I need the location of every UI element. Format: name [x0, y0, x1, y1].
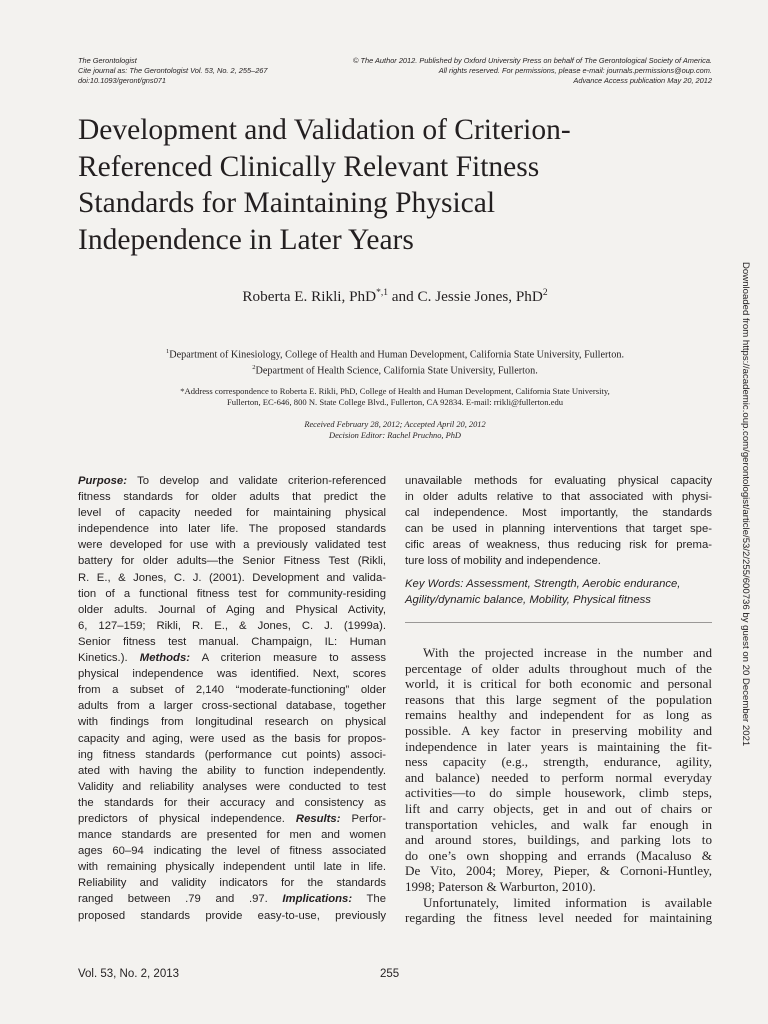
abstract-text: predictors of physical independence. — [78, 812, 296, 825]
abstract-text: The — [352, 893, 386, 906]
copyright-block — [312, 56, 712, 85]
body-line: possible. A key factor in preserving mobility and — [405, 722, 712, 738]
body-line: and around stores, buildings, and parking lots to — [405, 832, 712, 848]
body-line: reasons that this large segment of the population — [405, 691, 712, 707]
abstract-line: with findings from longitudinal research on physical — [78, 716, 386, 729]
abstract-line: mance standards are presented for men and women — [78, 829, 386, 842]
affiliation-text: Department of Kinesiology, College of Health and Human Development, California State University, Fullerton. — [169, 349, 624, 361]
keywords-line: Key Words: Assessment, Strength, Aerobic endurance, — [405, 578, 681, 590]
author-conjunction: and — [388, 288, 418, 306]
results-label: Results: — [295, 812, 341, 825]
affiliation-mark: 2 — [252, 364, 256, 372]
correspondence-line: *Address correspondence to Roberta E. Rikli, PhD, College of Health and Human Development, California State University, — [180, 386, 610, 396]
author-list — [0, 288, 768, 306]
abstract-line: from a subset of 2,140 “moderate-functioning” older — [78, 684, 386, 697]
abstract-line: older adults. Journal of Aging and Physical Activity, — [78, 603, 386, 616]
footer-volume: Vol. 53, No. 2, 2013 — [78, 968, 180, 980]
abstract-text: Perfor- — [340, 812, 386, 825]
body-line: 1998; Paterson & Warburton, 2010). — [405, 878, 596, 894]
body-line: do one’s own shopping and errands (Macaluso & — [405, 847, 712, 863]
title-line: Development and Validation of Criterion- — [78, 114, 571, 146]
affiliation-line — [0, 345, 768, 361]
abstract-line: ture loss of mobility and independence. — [405, 555, 601, 568]
abstract-line: R. E., & Jones, C. J. (2001). Development and valida- — [78, 571, 386, 584]
body-line: and balance) needed to perform normal everyday — [405, 769, 712, 785]
abstract-line: proposed standards provide easy-to-use, previously — [78, 909, 386, 922]
correspondence-line: Fullerton, EC-646, 800 N. State College Blvd., Fullerton, CA 92834. E-mail: rrikli@fullerton.edu — [226, 397, 564, 407]
received-accepted-line: Received February 28, 2012; Accepted April 20, 2012 — [304, 420, 486, 429]
body-line: independence in later years is maintaining the fit- — [405, 738, 712, 754]
decision-editor-line: Decision Editor: Rachel Pruchno, PhD — [329, 430, 461, 440]
title-line: Referenced Clinically Relevant Fitness — [78, 150, 540, 183]
body-line: remains healthy and independent for as long as — [405, 707, 712, 723]
author-affiliation-mark: 2 — [542, 288, 548, 298]
download-watermark-text: Downloaded from https://academic.oup.com/gerontologist/article/53/2/255/600736 by guest on 20 December 2021 — [740, 262, 751, 747]
journal-citation-block — [78, 56, 268, 85]
abstract-line: can be used in planning interventions that target spe- — [405, 523, 712, 536]
title-line: Independence in Later Years — [78, 223, 414, 256]
body-line: lift and carry objects, get in and out of chairs or — [405, 800, 712, 816]
keywords-line: Agility/dynamic balance, Mobility, Physical fitness — [405, 594, 651, 607]
affiliations — [0, 345, 768, 378]
abstract-line: with remaining physically independent until late in life. — [78, 861, 386, 874]
abstract-text: A criterion measure to assess — [190, 652, 386, 665]
abstract-line: cal independence. Most importantly, the standards — [405, 507, 712, 520]
author-affiliation-mark: *,1 — [376, 288, 388, 298]
abstract-line: ing fitness standards (performance cut points) associ- — [78, 748, 386, 761]
body-line: ness capacity (e.g., strength, endurance, agility, — [405, 754, 712, 770]
affiliation-text: Department of Health Science, California State University, Fullerton. — [255, 365, 538, 377]
affiliation-line — [0, 361, 768, 377]
body-line: activities—to do simple housework, climb steps, — [405, 785, 712, 801]
body-text — [405, 645, 712, 926]
abstract-line: cific areas of weakness, thus reducing risk for prema- — [405, 539, 712, 552]
abstract-line: ages 60–94 indicating the level of fitness associated — [78, 845, 386, 858]
abstract-line: Senior fitness test manual. Champaign, IL: Human — [78, 635, 386, 648]
abstract-right-column — [405, 473, 712, 570]
abstract-line: tion of a functional fitness test for community-residing — [78, 587, 386, 600]
abstract-line: in older adults relative to that associated with physi- — [405, 491, 712, 504]
cite-line: Cite journal as: The Gerontologist Vol. 53, No. 2, 255–267 — [78, 65, 268, 75]
download-watermark — [738, 262, 752, 822]
body-line: world, it is critical for both economic and personal — [405, 676, 712, 692]
copyright-line: © The Author 2012. Published by Oxford University Press on behalf of The Gerontological Society of America. — [352, 56, 712, 65]
abstract-line: battery for older adults—the Senior Fitness Test (Rikli, — [78, 555, 386, 568]
body-line: With the projected increase in the number and — [423, 645, 712, 660]
abstract-left-column — [78, 473, 386, 924]
abstract-line: physical independence was identified. Next, scores — [78, 668, 386, 681]
purpose-label: Purpose: — [78, 475, 127, 487]
body-line: transportation vehicles, and walk far enough in — [405, 816, 712, 832]
submission-dates — [0, 420, 768, 441]
article-title — [78, 112, 678, 258]
methods-label: Methods: — [139, 652, 190, 665]
abstract-text: To develop and validate criterion-referenced — [126, 475, 386, 487]
permissions-line: All rights reserved. For permissions, please e-mail: journals.permissions@oup.com. — [438, 65, 712, 75]
abstract-line: unavailable methods for evaluating physical capacity — [405, 475, 712, 487]
body-line: percentage of older adults throughout much of the — [405, 660, 712, 676]
author-name: C. Jessie Jones, PhD — [417, 288, 543, 306]
journal-name: The Gerontologist — [78, 56, 137, 65]
section-divider — [405, 622, 712, 623]
body-line: regarding the fitness level needed for maintaining — [405, 910, 712, 926]
correspondence-note — [0, 386, 768, 408]
abstract-line: were developed for use with a previously validated test — [78, 539, 386, 552]
abstract-line: Validity and reliability analyses were conducted to test — [78, 780, 386, 793]
title-line: Standards for Maintaining Physical — [78, 187, 496, 219]
advance-access-line: Advance Access publication May 20, 2012 — [573, 75, 712, 85]
abstract-line: the standards for their accuracy and consistency as — [78, 796, 386, 809]
abstract-line: capacity and aging, were used as the basis for propos- — [78, 732, 386, 745]
abstract-line: ated with having the ability to function independently. — [78, 764, 386, 777]
abstract-line: adults from a larger cross-sectional database, together — [78, 700, 386, 713]
abstract-line: fitness standards for older adults that predict the — [78, 491, 386, 504]
page-number: 255 — [380, 968, 400, 980]
abstract-line: level of capacity needed for maintaining physical — [78, 507, 386, 520]
body-line: Unfortunately, limited information is available — [423, 894, 712, 910]
abstract-text: Kinetics.). — [78, 652, 140, 665]
abstract-line: 6, 127–159; Rikli, R. E., & Jones, C. J. (1999a). — [78, 619, 386, 632]
affiliation-mark: 1 — [166, 348, 170, 355]
doi-line: doi:10.1093/geront/gns071 — [78, 75, 166, 85]
implications-label: Implications: — [282, 893, 353, 906]
body-line: De Vito, 2004; Morey, Pieper, & Cornoni-Huntley, — [405, 863, 712, 879]
abstract-line: Reliability and validity indicators for the standards — [78, 877, 386, 890]
abstract-line: independence into later life. The proposed standards — [78, 523, 386, 536]
keywords — [405, 576, 712, 608]
author-name: Roberta E. Rikli, PhD — [242, 288, 377, 306]
abstract-text: ranged between .79 and .97. — [78, 893, 283, 906]
